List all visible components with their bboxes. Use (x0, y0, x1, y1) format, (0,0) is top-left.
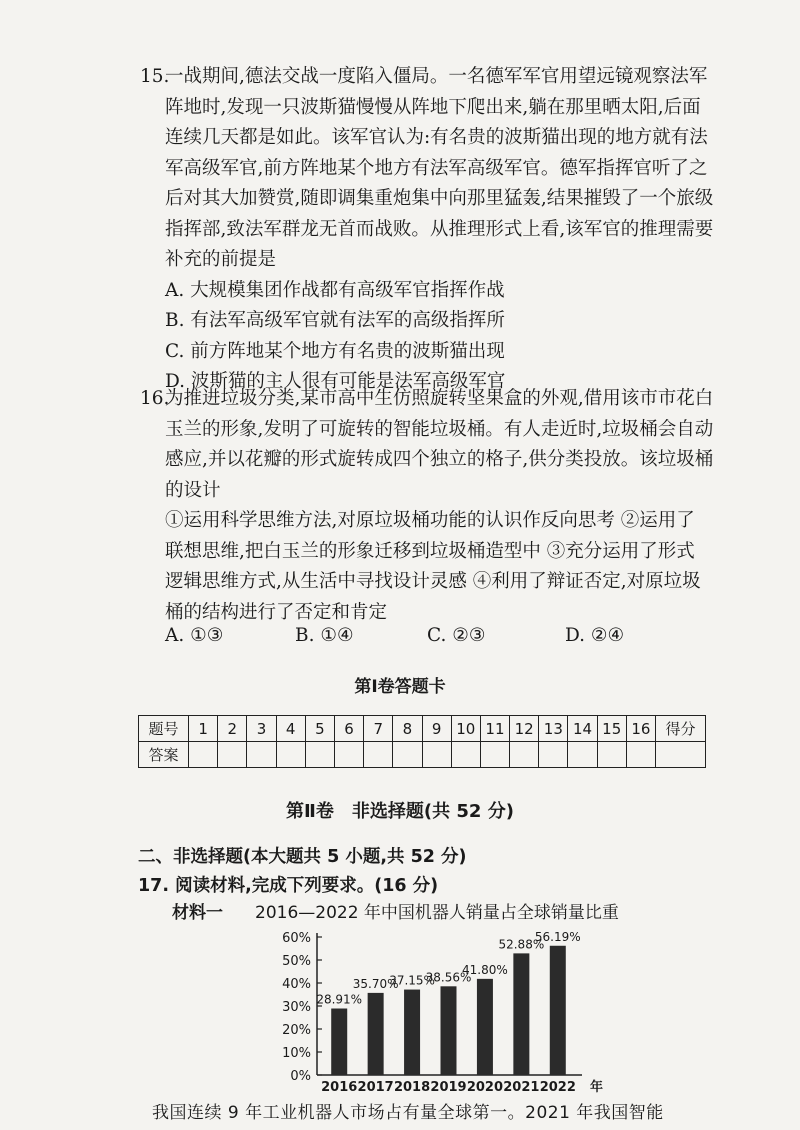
material-label: 材料一 (172, 903, 223, 923)
bar (404, 990, 420, 1075)
question-number-cell: 6 (334, 716, 363, 742)
option-a: A. 大规模集团作战都有高级军官指挥作战 (165, 279, 505, 301)
question-number-cell: 16 (626, 716, 655, 742)
question-number-cell: 4 (276, 716, 305, 742)
bar (441, 986, 457, 1075)
data-label: 52.88% (498, 937, 545, 952)
section-heading: 二、非选择题(本大题共 5 小题,共 52 分) (138, 847, 467, 867)
question-15 (140, 62, 730, 398)
question-number: 16. (140, 388, 170, 409)
data-label: 37.15% (389, 973, 435, 988)
data-label: 38.56% (425, 970, 472, 985)
question-number-cell: 8 (393, 716, 422, 742)
question-line: 感应,并以花瓣的形式旋转成四个独立的格子,供分类投放。该垃圾桶 (165, 449, 714, 470)
answer-card-title: 第Ⅰ卷答题卡 (354, 677, 446, 697)
answer-cell[interactable] (480, 742, 509, 768)
x-tick-label: 2021 (503, 1080, 540, 1095)
chart-caption (172, 898, 619, 923)
x-tick-label: 2019 (430, 1080, 467, 1095)
question-number-cell: 13 (539, 716, 568, 742)
x-tick-label: 2016 (321, 1080, 358, 1095)
option-d: D. ②④ (565, 625, 625, 646)
question-line: 玉兰的形象,发明了可旋转的智能垃圾桶。有人走近时,垃圾桶会自动 (165, 418, 714, 440)
y-tick-label: 50% (282, 954, 311, 969)
option-d: D. 波斯猫的主人很有可能是法军高级军官 (165, 371, 506, 392)
answer-cell[interactable] (568, 742, 597, 768)
answer-cell[interactable] (393, 742, 422, 768)
answer-cell[interactable] (247, 742, 276, 768)
x-tick-label: 2018 (393, 1080, 431, 1095)
question-number-cell: 10 (451, 716, 480, 742)
y-tick-label: 40% (282, 977, 311, 992)
answer-cell[interactable] (364, 742, 393, 768)
score-cell[interactable] (656, 742, 706, 768)
answer-cell[interactable] (305, 742, 334, 768)
option-c: C. 前方阵地某个地方有名贵的波斯猫出现 (165, 340, 505, 362)
question-number-cell: 15 (597, 716, 626, 742)
part2-title: 第Ⅱ卷 非选择题(共 52 分) (286, 801, 514, 822)
x-tick-label: 2022 (539, 1080, 576, 1095)
question-number-cell: 14 (568, 716, 597, 742)
question-number-cell: 3 (247, 716, 276, 742)
y-tick-label: 0% (290, 1069, 311, 1084)
question-line: 的设计 (165, 479, 221, 501)
question-number-cell: 7 (364, 716, 393, 742)
question-line: 阵地时,发现一只波斯猫慢慢从阵地下爬出来,躺在那里晒太阳,后面 (165, 96, 701, 118)
question-line: 补充的前提是 (165, 249, 277, 270)
question-number: 15. (140, 66, 170, 87)
data-label: 41.80% (462, 962, 508, 977)
y-tick-label: 30% (282, 1000, 311, 1015)
x-tick-label: 2020 (466, 1080, 504, 1095)
question-line: 桶的结构进行了否定和肯定 (165, 601, 388, 623)
question-line: 连续几天都是如此。该军官认为:有名贵的波斯猫出现的地方就有法 (165, 127, 708, 148)
score-label: 得分 (656, 716, 706, 742)
answer-cell[interactable] (422, 742, 451, 768)
answer-cell[interactable] (189, 742, 218, 768)
x-tick-label: 2017 (357, 1080, 394, 1095)
bar-chart (262, 925, 622, 1095)
option-a: A. ①③ (165, 625, 224, 646)
answer-cell[interactable] (626, 742, 655, 768)
question-number-cell: 11 (480, 716, 509, 742)
question-number-cell: 12 (510, 716, 539, 742)
question-number-cell: 9 (422, 716, 451, 742)
answer-card-table (138, 715, 706, 768)
question-17: 17. 阅读材料,完成下列要求。(16 分) (138, 876, 439, 896)
y-tick-label: 60% (282, 931, 311, 946)
question-number-cell: 2 (218, 716, 247, 742)
question-line: 军高级军官,前方阵地某个地方有法军高级军官。德军指挥官听了之 (165, 157, 708, 179)
chart-title: 2016—2022 年中国机器人销量占全球销量比重 (255, 903, 619, 923)
row-label: 题号 (139, 716, 189, 742)
question-line: 后对其大加赞赏,随即调集重炮集中向那里猛轰,结果摧毁了一个旅级 (165, 188, 714, 209)
data-label: 56.19% (534, 929, 581, 944)
question-line: 联想思维,把白玉兰的形象迁移到垃圾桶造型中 ③充分运用了形式 (165, 540, 695, 562)
question-line: 一战期间,德法交战一度陷入僵局。一名德军军官用望远镜观察法军 (165, 66, 708, 87)
x-axis-unit: 年 (590, 1080, 604, 1095)
option-b: B. ①④ (295, 625, 354, 646)
answer-cell[interactable] (218, 742, 247, 768)
data-label: 28.91% (316, 992, 363, 1007)
y-tick-label: 10% (282, 1046, 311, 1061)
bar (550, 946, 566, 1075)
answer-cell[interactable] (276, 742, 305, 768)
question-line: 逻辑思维方式,从生活中寻找设计灵感 ④利用了辩证否定,对原垃圾 (165, 571, 701, 592)
question-16 (140, 384, 730, 628)
question-line: 指挥部,致法军群龙无首而战败。从推理形式上看,该军官的推理需要 (165, 218, 714, 240)
y-tick-label: 20% (282, 1023, 311, 1038)
answer-cell[interactable] (597, 742, 626, 768)
bar (368, 993, 384, 1075)
answer-cell[interactable] (510, 742, 539, 768)
question-number-cell: 5 (305, 716, 334, 742)
question-line: ①运用科学思维方法,对原垃圾桶功能的认识作反向思考 ②运用了 (165, 510, 695, 531)
bar (513, 953, 529, 1075)
option-b: B. 有法军高级军官就有法军的高级指挥所 (165, 310, 505, 331)
question-line: 为推进垃圾分类,某市高中生仿照旋转坚果盒的外观,借用该市市花白 (165, 388, 714, 409)
bar (331, 1009, 347, 1075)
option-c: C. ②③ (427, 625, 486, 646)
material-text: 我国连续 9 年工业机器人市场占有量全球第一。2021 年我国智能 (152, 1103, 664, 1123)
answer-cell[interactable] (451, 742, 480, 768)
data-label: 35.70% (352, 976, 399, 991)
bar (477, 979, 493, 1075)
answer-cell[interactable] (334, 742, 363, 768)
row-label: 答案 (139, 742, 189, 768)
answer-cell[interactable] (539, 742, 568, 768)
question-number-cell: 1 (189, 716, 218, 742)
